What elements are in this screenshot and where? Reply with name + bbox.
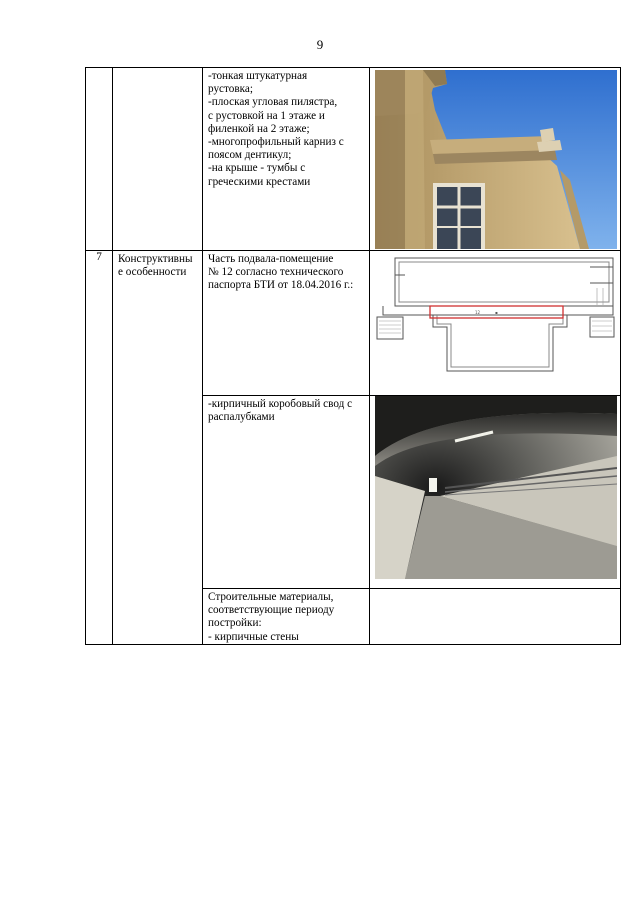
vault-corridor-photo [375,396,617,579]
svg-text:12: 12 [475,310,481,315]
image-cell [370,396,621,589]
basement-floor-plan [375,255,617,385]
description-line: постройки: [208,617,262,630]
description-line: паспорта БТИ от 18.04.2016 г.: [208,279,354,292]
description-line: № 12 согласно технического [208,266,344,279]
description-line: филенкой на 2 этаже; [208,122,310,135]
description-line: рустовка; [208,83,253,96]
row-title-cell [113,251,203,645]
row-number-cell [86,251,113,645]
description-line: -на крыше - тумбы с [208,162,306,175]
row-number-cell [86,68,113,251]
image-cell [370,68,621,251]
description-cell [203,68,370,251]
page-number: 9 [316,37,324,52]
description-table [85,67,621,645]
description-line: -тонкая штукатурная [208,70,308,82]
table-row-facade [86,68,621,251]
description-cell [203,589,370,645]
description-line: соответствующие периоду [208,604,335,617]
svg-text:▪: ▪ [495,310,498,315]
description-line: -кирпичный коробовый свод с [208,398,353,410]
description-line: Часть подвала-помещение [208,253,334,265]
description-line: Строительные материалы, [208,591,334,603]
description-cell [203,251,370,396]
row-number: 7 [96,251,102,263]
description-line: с рустовкой на 1 этаже и [208,109,325,122]
row-title-cell [113,68,203,251]
description-line: -многопрофильный карниз с [208,136,344,149]
facade-photo [375,70,617,249]
description-cell [203,396,370,589]
description-line: греческими крестами [208,175,311,188]
description-line: - кирпичные стены [208,630,299,643]
row-title: е особенности [118,266,187,279]
description-line: поясом дентикул; [208,149,292,162]
description-line: распалубками [208,411,275,424]
description-line: -плоская угловая пилястра, [208,96,338,109]
image-cell-empty [370,589,621,645]
table-row-constructive [86,251,621,396]
image-cell [370,251,621,396]
row-title: Конструктивны [118,253,193,265]
